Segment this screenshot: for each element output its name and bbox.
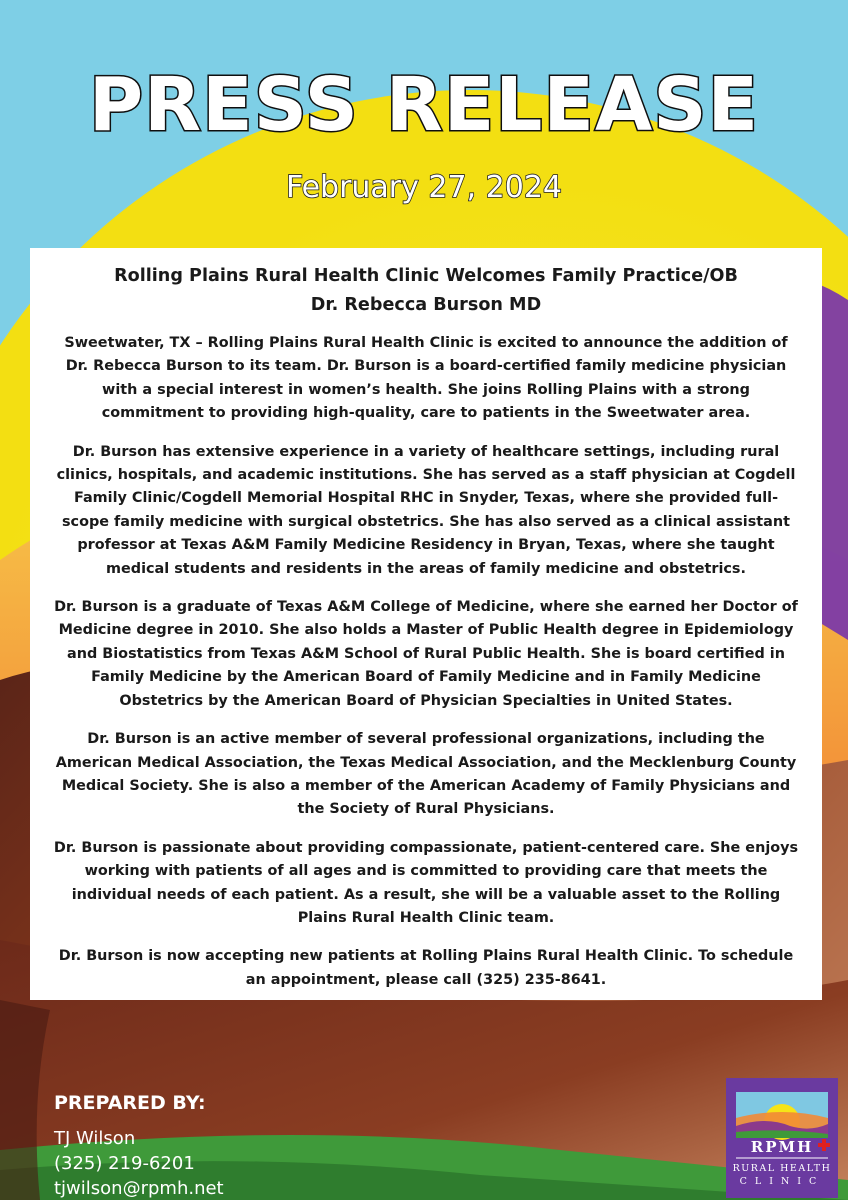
logo-subtitle-2: CLINIC xyxy=(739,1176,825,1187)
contact-email: tjwilson@rpmh.net xyxy=(54,1178,224,1199)
logo-acronym: RPMH xyxy=(750,1138,814,1156)
paragraph-appointment: Dr. Burson is now accepting new patients at Rolling Plains Rural Health Clinic. To schedule an appointment, please call (325) 235-8641. xyxy=(58,948,794,988)
headline xyxy=(52,262,800,320)
headline-line-1: Rolling Plains Rural Health Clinic Welcomes Family Practice/OB xyxy=(114,266,738,286)
contact-phone: (325) 219-6201 xyxy=(54,1153,195,1174)
prepared-by-label: PREPARED BY: xyxy=(54,1092,206,1114)
prepared-by-block xyxy=(54,1092,224,1201)
contact-name: TJ Wilson xyxy=(54,1128,136,1149)
paragraph-announcement: Sweetwater, TX – Rolling Plains Rural Health Clinic is excited to announce the addition of Dr. Rebecca Burson to its team. Dr. Burson is a board-certified family medicine physician with a special interest in women’s health. She joins Rolling Plains with a strong commitment to providing high-quality, care to patients in the Sweetwater area. xyxy=(64,335,788,422)
page-title: PRESS RELEASE xyxy=(88,62,760,148)
paragraph-education: Dr. Burson is a graduate of Texas A&M College of Medicine, where she earned her Doctor of Medicine degree in 2010. She also holds a Master of Public Health degree in Epidemiology and Biostatistics from Texas A&M School of Rural Public Health. She is board certified in Family Medicine by the American Board of Family Medicine and in Family Medicine Obstetrics by the American Board of Physician Specialties in United States. xyxy=(54,599,798,709)
paragraph-care: Dr. Burson is passionate about providing compassionate, patient-centered care. She enjoys working with patients of all ages and is committed to providing care that meets the individual needs of each patient. As a result, she will be a valuable asset to the Rolling Plains Rural Health Clinic team. xyxy=(53,839,799,926)
headline-line-2: Dr. Rebecca Burson MD xyxy=(310,295,542,315)
release-date: February 27, 2024 xyxy=(285,170,563,205)
logo-subtitle-1: RURAL HEALTH xyxy=(732,1163,832,1174)
press-release-card xyxy=(30,248,822,1000)
clinic-logo xyxy=(726,1078,838,1198)
paragraph-memberships: Dr. Burson is an active member of several professional organizations, including the American Medical Association, the Texas Medical Association, and the Mecklenburg County Medical Society. She is also a member of the American Academy of Family Physicians and the Society of Rural Physicians. xyxy=(55,731,797,818)
paragraph-experience: Dr. Burson has extensive experience in a variety of healthcare settings, including rural clinics, hospitals, and academic institutions. She has served as a staff physician at Cogdell Family Clinic/Cogdell Memorial Hospital RHC in Snyder, Texas, where she provided full-scope family medicine with surgical obstetrics. She has also served as a clinical assistant professor at Texas A&M Family Medicine Residency in Bryan, Texas, where she taught medical students and residents in the areas of family medicine and obstetrics. xyxy=(56,443,796,577)
